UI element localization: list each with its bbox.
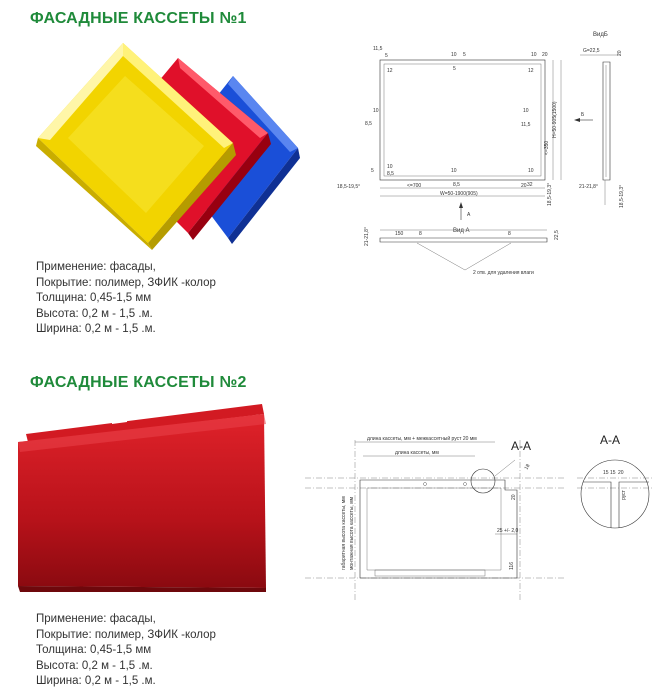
dim-lt700: <=700 [407,183,422,189]
section-1-title: ФАСАДНЫЕ КАССЕТЫ №1 [30,10,247,27]
dim-25: 25 +/- 2,0 [497,528,519,534]
dim-8-5-bot2: 8,5 [453,182,460,188]
spec-width: Ширина: 0,2 м - 1,5 .м. [36,323,156,335]
dim-h: H=50-905(1500) [552,101,558,138]
dim-10-bot: 10 [387,164,393,170]
dim-5-top2: 5 [463,52,466,58]
dim-18: 18 [523,463,532,471]
gab-height-label: габаритная высота кассеты, мм [341,496,347,570]
dim-w: W=50-1900(905) [440,191,478,197]
dim-12-right: 12 [528,68,534,74]
holes-note: 2 отв. для удаления влаги [473,270,534,276]
dim-10-top: 10 [451,52,457,58]
spec-application-2: Применение: фасады, [36,613,156,625]
dim-32: 32 [527,182,533,188]
cassette-1-illustration [28,38,308,248]
spec-thickness-2: Толщина: 0,45-1,5 мм [36,644,152,656]
cassette-2-illustration [12,400,272,600]
spec-coating-2: Покрытие: полимер, ЗФИК -колор [36,628,216,641]
dim-116: 116 [509,562,515,570]
section-1-specs [36,260,216,338]
dim-20-side: 20 [617,50,623,56]
spec-coating: Покрытие: полимер, ЗФИК -колор [36,276,216,289]
dim-10-bot3: 10 [528,168,534,174]
dim-21-21-side: 21-21,8° [579,184,598,190]
dim-8-b: 8 [508,231,511,237]
view-a-label: Вид А [453,228,470,234]
section-2-title: ФАСАДНЫЕ КАССЕТЫ №2 [30,374,247,391]
len-label: длина кассеты, мм [395,450,439,456]
dim-21-21-a: 21-21,8° [364,227,370,246]
dim-20-bot: 20 [521,183,527,189]
dim-5-top: 5 [385,53,388,59]
dim-150: 150 [395,231,404,237]
mount-height-label: монтажная высота кассеты, мм [349,496,355,570]
dim-5-mid: 5 [453,66,456,72]
view-b-label: ВидБ [593,32,608,38]
arrow-b-label: Б [581,112,585,118]
dim-11-5-top: 11,5 [373,46,383,52]
cassette-1-drawing [335,30,655,290]
dim-22-5: 22,5 [554,230,560,240]
spec-width-2: Ширина: 0,2 м - 1,5 .м. [36,675,156,687]
spec-height: Высота: 0,2 м - 1,5 .м. [36,307,153,320]
g-label: G=22,5 [583,48,600,54]
dim-12-top: 12 [387,68,393,74]
dim-10-left: 10 [373,108,379,114]
dim-10-top2: 10 [531,52,537,58]
aa-label-right: А-А [600,433,621,447]
dim-20-top: 20 [542,52,548,58]
dim-15-15: 15 15 [603,470,616,476]
dim-lt350: <=350 [544,140,550,155]
cassette-2-drawing [305,430,665,610]
spec-application: Применение: фасады, [36,261,156,273]
dim-20-detail: 20 [618,470,624,476]
dim-10-right: 10 [523,108,529,114]
dim-8-5-bot: 8,5 [387,171,394,177]
dim-5-bot: 5 [371,168,374,174]
dim-10-bot2: 10 [451,168,457,174]
dim-18-5b: 18,5-19,3° [547,182,553,206]
arrow-a-label: А [467,212,471,218]
aa-label-left: А-А [511,439,532,453]
dim-8-a: 8 [419,231,422,237]
len-rust-label: длина кассеты, мм + межкассетный руст 20 мм [367,436,477,442]
rust-label: руст [621,490,627,500]
dim-18-5-side: 18,5-19,3° [619,184,625,208]
section-2-specs [36,612,216,690]
dim-8-5-left: 8,5 [365,121,372,127]
dim-20-right: 20 [511,494,517,500]
spec-thickness: Толщина: 0,45-1,5 мм [36,292,152,304]
spec-height-2: Высота: 0,2 м - 1,5 .м. [36,659,153,672]
dim-11-5-right: 11,5 [521,122,531,128]
dim-18-5: 18,5-19,5° [337,184,361,190]
